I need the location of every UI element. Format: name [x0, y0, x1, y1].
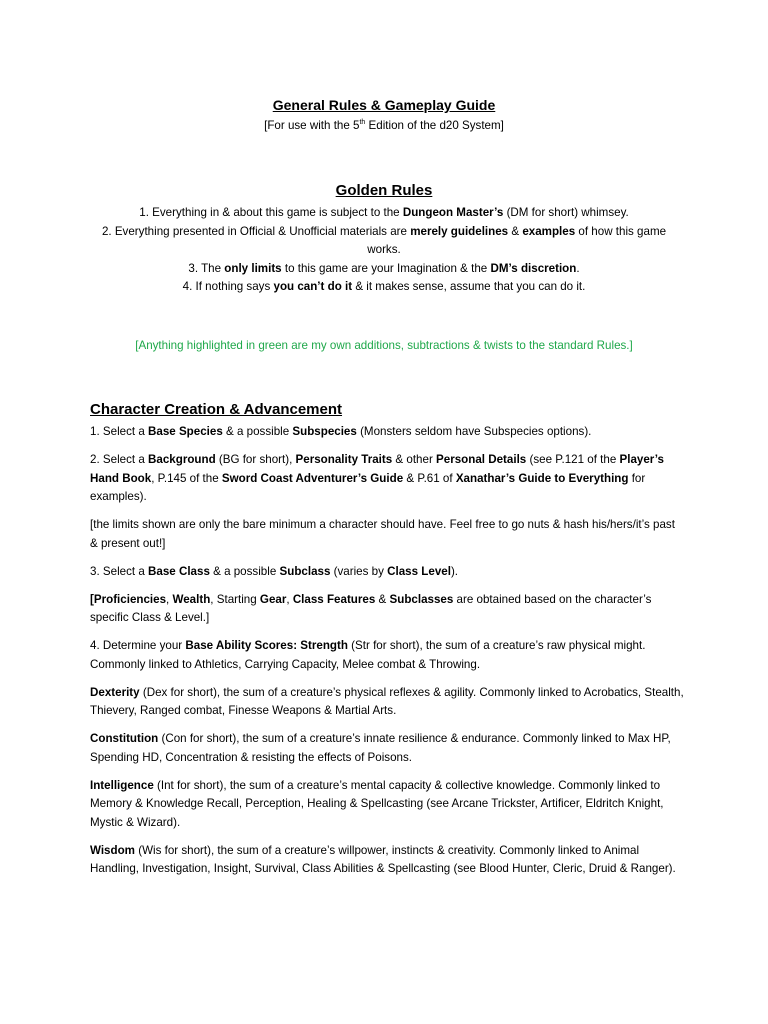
subtitle-text: [For use with the 5: [264, 119, 360, 132]
paragraph-constitution: Constitution (Con for short), the sum of a creature’s innate resilience & endurance. Commonly linked to Max HP, Spending HD, Concentration & resisting the effects of Poisons.: [90, 732, 671, 764]
paragraph-dexterity: Dexterity (Dex for short), the sum of a creature’s physical reflexes & agility. Commonly linked to Acrobatics, Stealth, Thievery, Ranged combat, Finesse Weapons & Martial Arts.: [90, 685, 684, 717]
paragraph-species: 1. Select a Base Species & a possible Subspecies (Monsters seldom have Subspecies options).: [90, 425, 592, 438]
paragraph-intelligence: Intelligence (Int for short), the sum of a creature’s mental capacity & collective knowledge. Commonly linked to Memory & Knowledge Recall, Perception, Healing & Spellcasting (see Arcane Trickster, Artificer, Eldritch Knight, Mystic & Wizard).: [90, 778, 664, 829]
green-highlight-note: [Anything highlighted in green are my own additions, subtractions & twists to the standard Rules.]: [135, 339, 633, 352]
section-heading: Character Creation & Advancement: [90, 401, 343, 418]
section-body: [90, 423, 684, 888]
document-title: General Rules & Gameplay Guide: [272, 97, 496, 113]
paragraph-proficiencies: [Proficiencies, Wealth, Starting Gear, Class Features & Subclasses are obtained based on the character’s specific Class & Level.]: [90, 592, 652, 624]
paragraph-background: 2. Select a Background (BG for short), Personality Traits & other Personal Details (see P.121 of the Player’s Hand Book, P.145 of the Sword Coast Adventurer’s Guide & P.61 of Xanathar’s Guide to Everything for examples).: [90, 453, 664, 503]
paragraph-strength: 4. Determine your Base Ability Scores: Strength (Str for short), the sum of a creature’s raw physical might. Commonly linked to Athletics, Carrying Capacity, Melee combat & Throwing.: [90, 639, 646, 671]
paragraph-wisdom: Wisdom (Wis for short), the sum of a creature’s willpower, instincts & creativity. Commonly linked to Animal Handling, Investigation, Insight, Survival, Class Abilities & Spellcasting (see Blood Hunter, Cleric, Druid & Ranger).: [90, 843, 676, 875]
paragraph-class: 3. Select a Base Class & a possible Subclass (varies by Class Level).: [90, 564, 459, 578]
paragraph-limits-note: [the limits shown are only the bare minimum a character should have. Feel free to go nuts & hash his/hers/it’s past & present out!]: [90, 518, 675, 550]
golden-rule-3: 3. The only limits to this game are your Imagination & the DM’s discretion.: [188, 261, 580, 275]
golden-rules-heading: Golden Rules: [335, 182, 433, 199]
golden-rules-list: [92, 204, 676, 297]
subtitle-text-end: Edition of the d20 System]: [365, 119, 504, 132]
golden-rule-2: 2. Everything presented in Official & Unofficial materials are merely guidelines & examples of how this game works.: [101, 224, 667, 256]
golden-rule-4: 4. If nothing says you can’t do it & it makes sense, assume that you can do it.: [182, 280, 586, 293]
document-subtitle: [0, 117, 768, 136]
golden-rule-1: 1. Everything in & about this game is subject to the Dungeon Master’s (DM for short) whimsey.: [139, 206, 629, 219]
subtitle-superscript: th: [359, 119, 366, 127]
